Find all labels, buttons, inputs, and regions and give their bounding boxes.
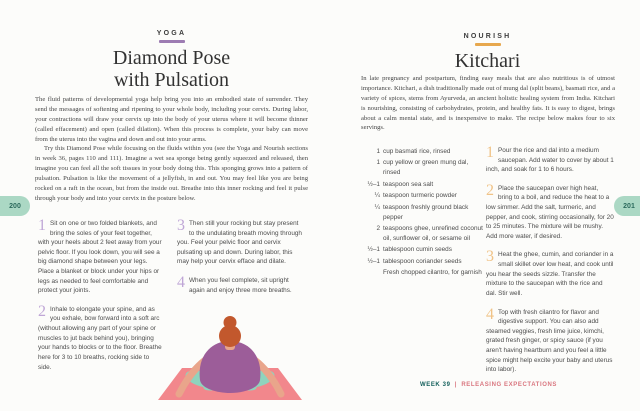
step-text: Place the saucepan over high heat, bring to a boil, and reduce the heat to a low simmer. Add the salt, turmeric, and pepper, and cook, stirring occasionally, for 20 to 25 minutes. The mixture will be mushy. Add more water, if desired. — [486, 184, 614, 240]
left-steps-column-2 — [177, 219, 304, 304]
ingredient-text: cup basmati rice, rinsed — [383, 148, 451, 155]
step-number: 2 — [38, 302, 46, 320]
left-intro — [35, 95, 308, 204]
right-intro — [361, 74, 615, 133]
footer-week: WEEK 39 — [419, 382, 451, 388]
ingredient-quantity: ½–1 — [367, 246, 380, 254]
footer-divider: | — [454, 382, 458, 388]
ingredient-quantity: ½–1 — [367, 180, 380, 188]
step-text: Sit on one or two folded blankets, and bring the soles of your feet together, with your heels about 2 feet away from your pelvic floor. If you look down, you will see a big diamond shape between your legs. Place a blanket or block under your hips or legs as needed to feel comfortable and protect your joints. — [38, 220, 162, 295]
step-number: 3 — [486, 248, 494, 266]
step-item — [486, 181, 614, 242]
page-number-tab-right — [614, 196, 640, 216]
ingredient-item — [365, 245, 483, 255]
hair-bun — [224, 316, 237, 329]
section-label-nourish: NOURISH — [463, 33, 512, 40]
yoga-accent-rule — [159, 40, 185, 43]
step-number: 1 — [486, 144, 494, 161]
step-text: Then still your rocking but stay present to the undulating breath moving through you. Feel your pelvic floor and cervix pulsating up and down. During labor, this may help your cervix efface and dilate. — [177, 220, 302, 266]
ingredient-quantity: ¼ — [374, 203, 380, 211]
step-item — [38, 219, 164, 296]
step-text: When you feel complete, sit upright again and enjoy three more breaths. — [189, 277, 292, 294]
page-number: 201 — [623, 202, 635, 210]
footer-chapter: RELEASING EXPECTATIONS — [461, 382, 558, 388]
ingredient-item — [365, 180, 483, 190]
right-page-header — [361, 33, 614, 72]
title-line-1: Diamond Pose — [112, 46, 231, 69]
left-page-title — [35, 47, 308, 92]
ingredient-item — [365, 191, 483, 201]
ingredient-text: cup yellow or green mung dal, rinsed — [383, 159, 469, 177]
step-number: 3 — [177, 217, 185, 234]
ingredient-quantity: 2 — [376, 224, 380, 232]
intro-paragraph: Try this Diamond Pose while focusing on the fluids within you (see the Yoga and Nourish sections in week 36, pages 110 and 111). Imagine a wet sea sponge being gently squeezed and released, then imagine you can feel all the soft tissues in your body doing this. This sponging grows into a pattern of pulsation. Pulsation is like the movement of a jellyfish, in and out. You may feel like you are being rocked on a raft in the ocean, but from the inside out. Breathe into this inner rocking and feel it pulse through your body and into your cervix in the posture below. — [35, 145, 308, 202]
step-number: 1 — [38, 217, 46, 234]
step-text: Top with fresh cilantro for flavor and digestive support. You can also add steamed veggies, fresh lime juice, kimchi, grated fresh ginger, or spicy sauce (if you aren't having heartburn and you feel a little spice might help excite your baby and uterus into labor). — [486, 308, 613, 374]
ingredient-quantity: ¼ — [374, 192, 380, 200]
ingredient-text: Fresh chopped cilantro, for garnish — [383, 269, 482, 277]
page-number: 200 — [9, 202, 21, 210]
step-number: 4 — [177, 274, 185, 292]
step-number: 2 — [486, 181, 494, 199]
ingredient-quantity — [365, 268, 380, 278]
step-text: Pour the rice and dal into a medium saucepan. Add water to cover by about 1 inch, and soak for 1 to 6 hours. — [486, 147, 614, 174]
intro-paragraph: The fluid patterns of developmental yoga help bring you into an embodied state of surrender. They send the messages of softening and ripening to your whole body, including your cervix. During labor, your contractions will draw your cervix up into the body of your uterus where it will become thinner (called effacement) and open (called dilation). When this process is complete, your baby can move from the uterus into the vagina and down and out into your arms. — [35, 96, 308, 143]
ingredient-text: tablespoon cumin seeds — [383, 246, 452, 254]
ingredients-list — [365, 147, 483, 280]
ingredient-quantity: ½–1 — [367, 257, 380, 265]
ingredient-text: teaspoon freshly ground black pepper — [383, 203, 469, 221]
step-number: 4 — [486, 305, 494, 323]
diamond-pose-illustration — [150, 308, 310, 403]
section-label-yoga: YOGA — [156, 30, 187, 37]
step-item — [486, 305, 614, 375]
title-line-2: with Pulsation — [113, 68, 229, 91]
ingredient-item — [365, 224, 483, 244]
page-footer — [362, 382, 615, 388]
step-item — [177, 219, 304, 267]
left-steps-column-1 — [38, 219, 164, 381]
ingredient-text: teaspoon sea salt — [383, 180, 434, 188]
ingredient-item — [365, 147, 483, 157]
step-item — [177, 276, 304, 295]
step-item — [486, 250, 614, 298]
step-item — [486, 146, 614, 175]
ingredient-quantity: 1 — [376, 159, 380, 167]
intro-paragraph: In late pregnancy and postpartum, finding easy meals that are also nutritious is of utmost importance. Kitchari, a dish traditionally made out of mung dal (split beans), basmati rice, and a variety of spices, stems from Ayurveda, an ancient holistic healing system from India. Kitchari is nourishing, consisting of carbohydrates, protein, and healthy fats. It is easy to digest, brings about a calm mental state, and is inexpensive to make. The recipe below makes four to six servings. — [361, 75, 615, 132]
right-page-title: Kitchari — [454, 49, 521, 72]
step-item — [38, 302, 164, 372]
recipe-steps — [486, 146, 614, 384]
ingredient-text: teaspoon turmeric powder — [383, 192, 457, 200]
ingredient-item — [365, 257, 483, 267]
step-text: Heat the ghee, cumin, and coriander in a small skillet over low heat, and cook until you hear the seeds sizzle. Transfer the mixture to the saucepan with the rice and dal. Stir well. — [486, 251, 614, 297]
ingredient-text: tablespoon coriander seeds — [383, 257, 462, 265]
nourish-accent-rule — [475, 43, 501, 46]
left-page-header — [35, 30, 308, 91]
ingredient-quantity: 1 — [376, 148, 380, 155]
ingredient-text: teaspoons ghee, unrefined coconut oil, sunflower oil, or sesame oil — [383, 224, 483, 242]
ingredient-item — [365, 203, 483, 223]
ingredient-item — [365, 268, 483, 278]
page-number-tab-left — [0, 196, 30, 216]
ingredient-item — [365, 158, 483, 178]
step-text: Inhale to elongate your spine, and as you exhale, bow forward into a soft arc (without allowing any part of your spine or muscles to jut back behind you), bringing your hands to blocks or to the floor. Breathe here for 3 to 10 breaths, rocking side to side. — [38, 305, 162, 371]
